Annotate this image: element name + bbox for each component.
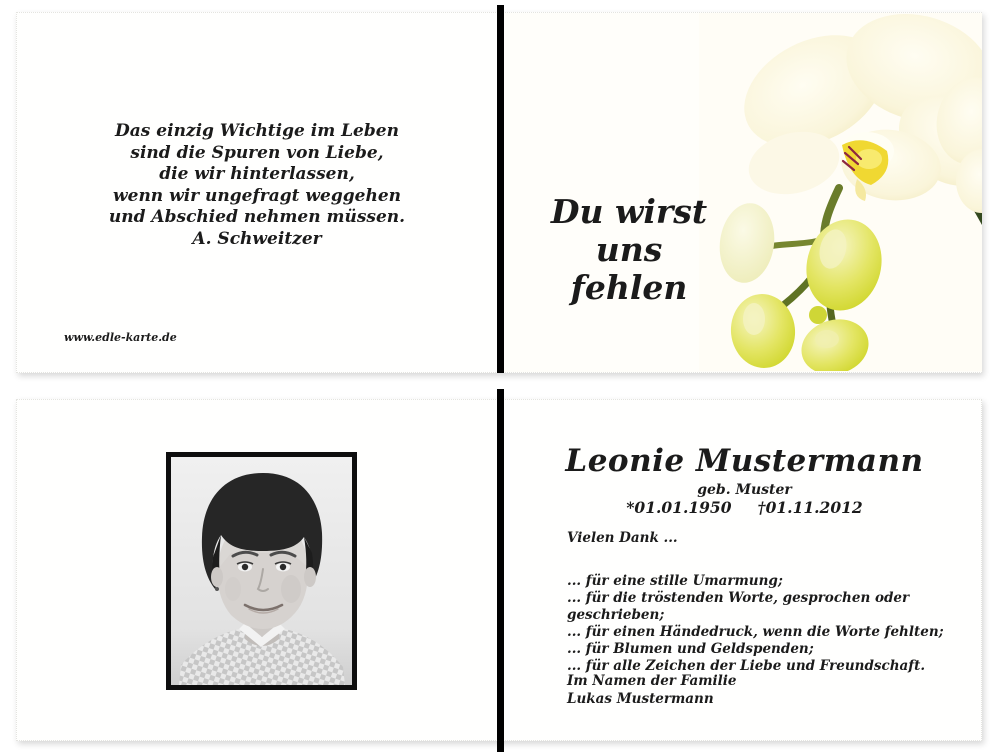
quote-line: und Abschied nehmen müssen. (108, 207, 406, 227)
cover-title-line: fehlen (570, 268, 688, 307)
quote-author: A. Schweitzer (192, 228, 322, 249)
life-dates (506, 499, 983, 517)
thanks-line: ... für eine stille Umarmung; (567, 573, 783, 589)
thanks-line: ... für alle Zeichen der Liebe und Freundschaft. (567, 658, 926, 674)
thanks-line: ... für Blumen und Geldspenden; (567, 641, 814, 657)
cover-title (544, 193, 714, 307)
closing-text (567, 673, 867, 708)
portrait-photo (166, 452, 357, 690)
fold-line-inner (497, 389, 504, 752)
quote-line: Das einzig Wichtige im Leben (115, 121, 399, 141)
closing-line: Im Namen der Familie (567, 673, 737, 689)
thanks-line: ... für die tröstenden Worte, gesprochen oder geschrieben; (567, 590, 910, 623)
orchid-illustration (699, 13, 982, 371)
cover-title-line: Du wirst (550, 192, 708, 231)
portrait-illustration (171, 457, 352, 685)
thanks-text (567, 530, 957, 675)
quote-line: die wir hinterlassen, (159, 164, 355, 184)
death-date: †01.11.2012 (757, 498, 863, 517)
birth-date: *01.01.1950 (626, 498, 732, 517)
fold-line-outer (497, 5, 504, 373)
memorial-quote (57, 121, 457, 250)
closing-line: Lukas Mustermann (567, 690, 714, 707)
cover-title-line: uns (595, 230, 663, 269)
birth-name: geb. Muster (697, 482, 792, 498)
deceased-header (506, 443, 983, 517)
quote-line: wenn wir ungefragt weggehen (113, 185, 401, 206)
deceased-name: Leonie Mustermann (565, 443, 924, 479)
website-url: www.edle-karte.de (64, 331, 177, 344)
thanks-line: ... für einen Händedruck, wenn die Worte fehlten; (567, 624, 944, 640)
thanks-intro: Vielen Dank ... (567, 530, 678, 546)
quote-line: sind die Spuren von Liebe, (130, 142, 384, 163)
